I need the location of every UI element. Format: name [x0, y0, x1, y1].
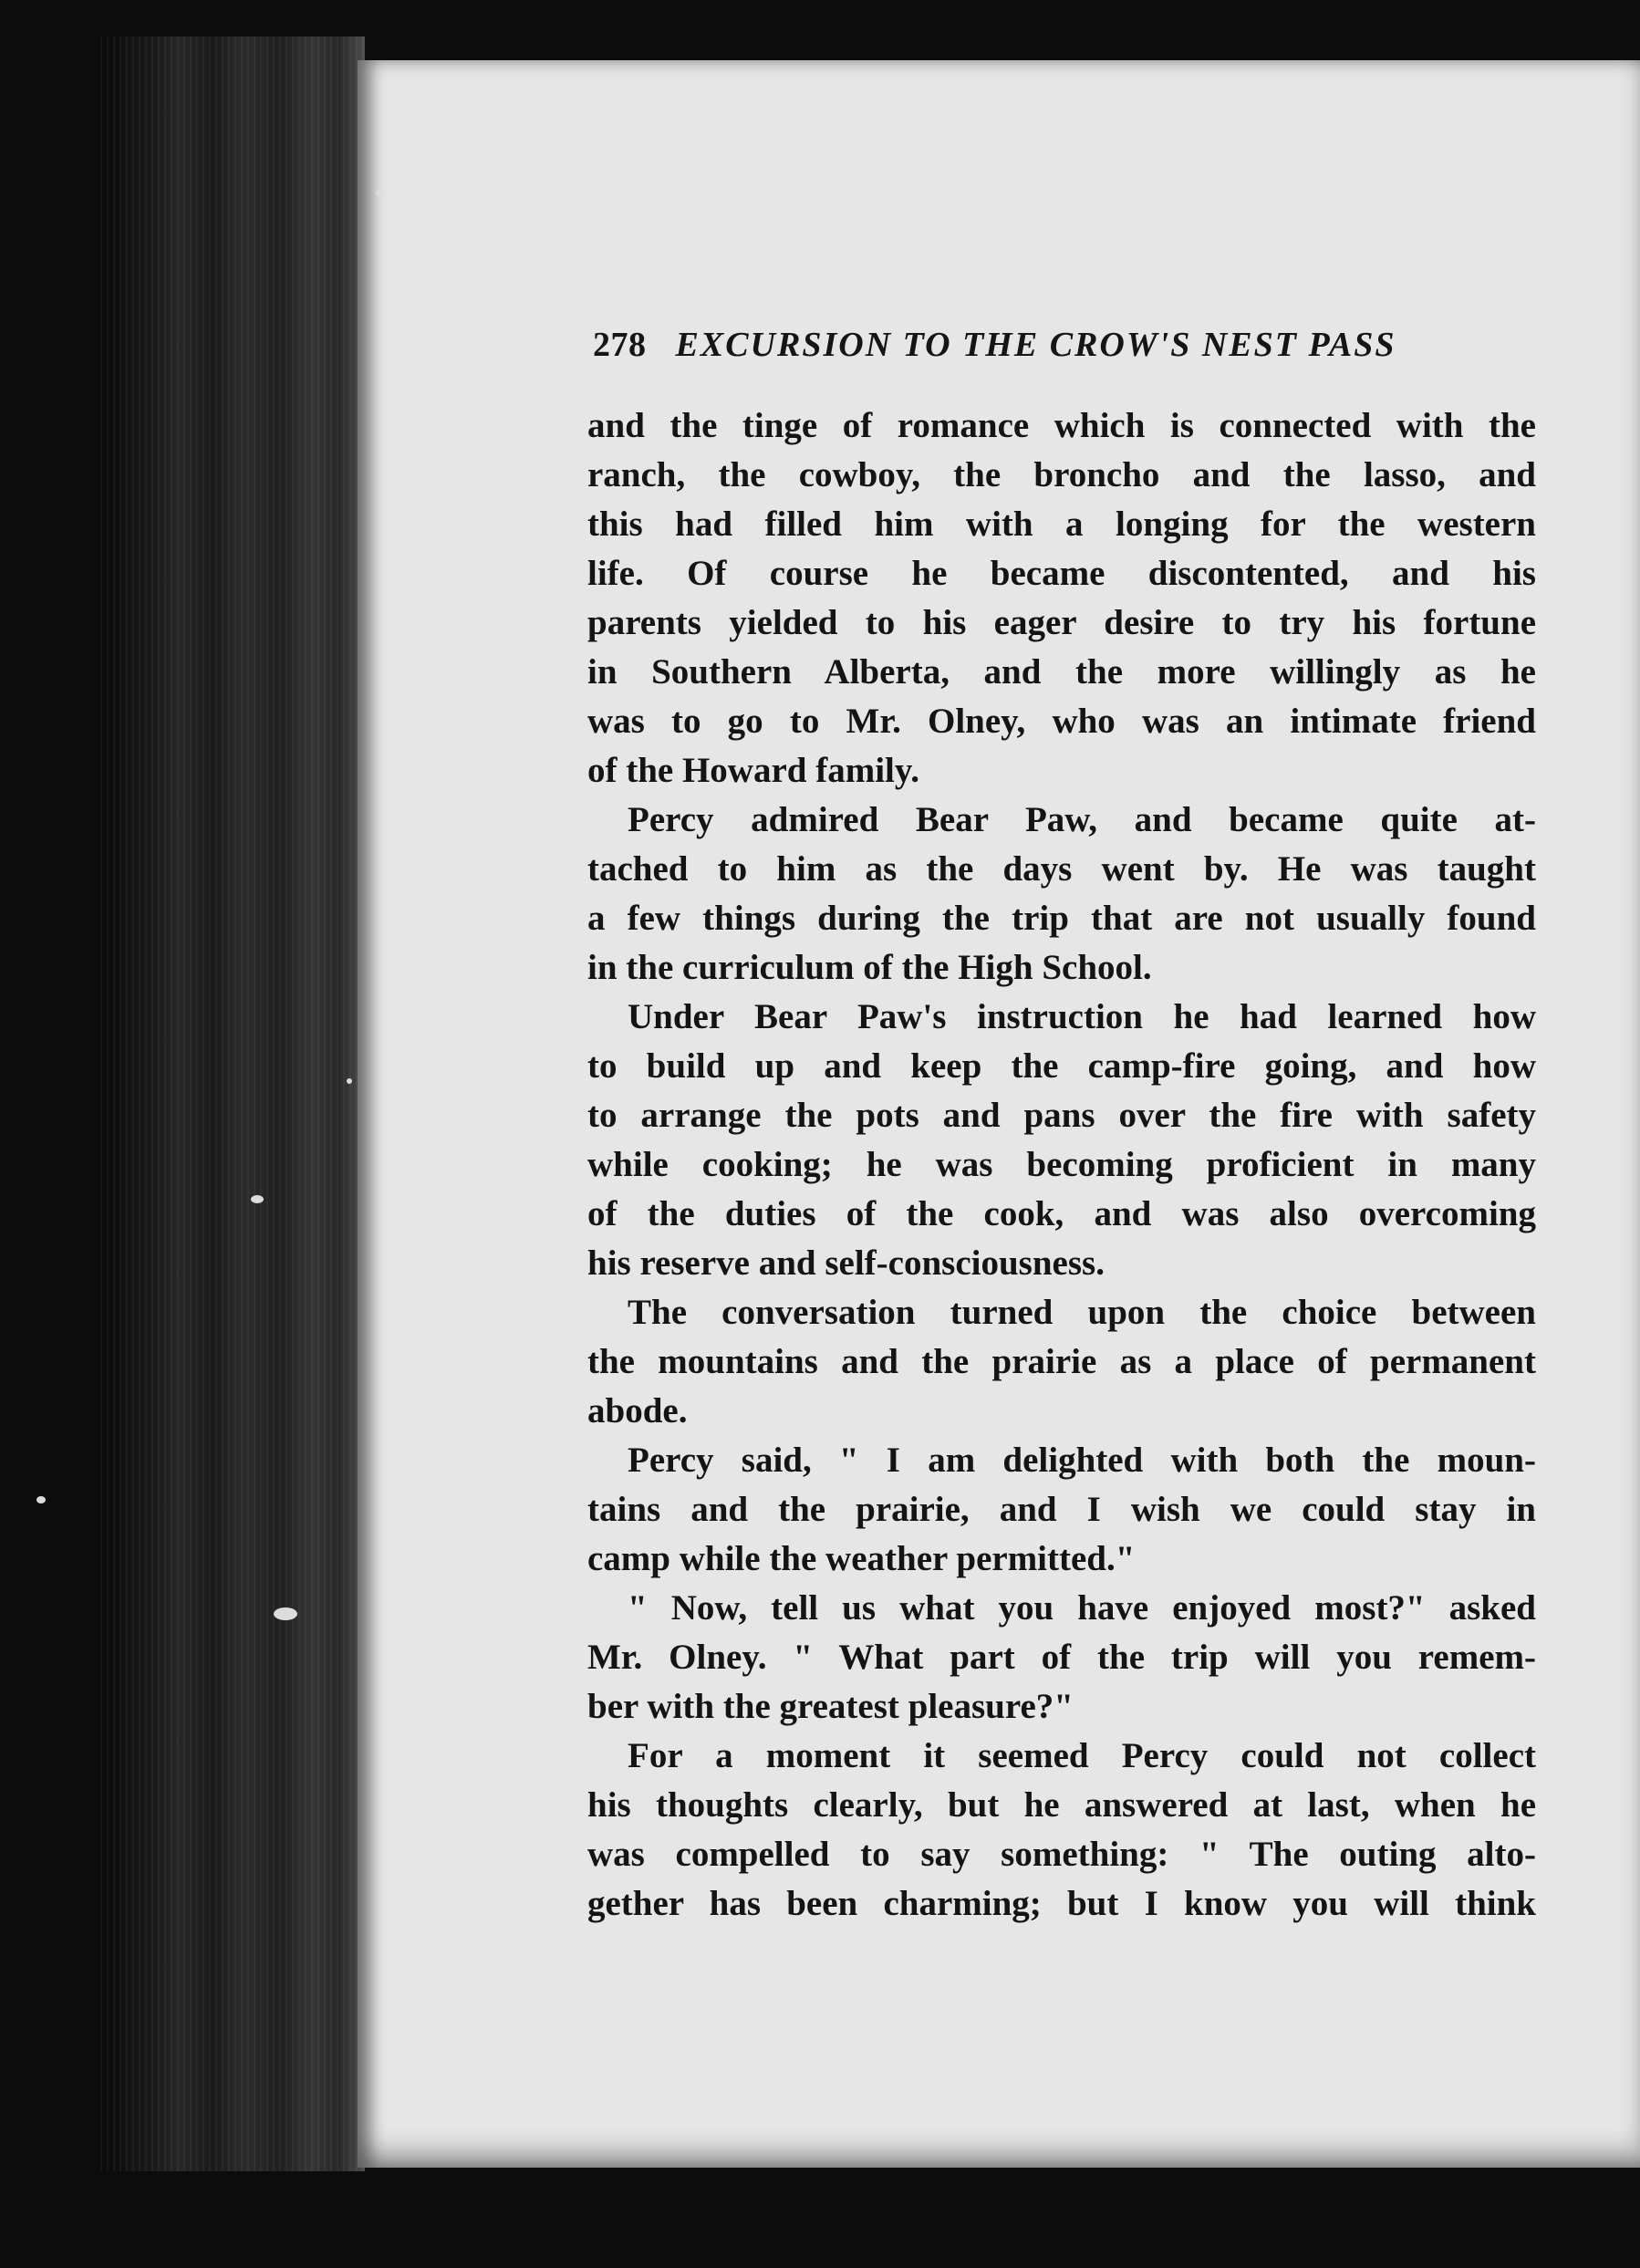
text-line: ranch, the cowboy, the broncho and the lasso, and [587, 455, 1536, 494]
text-line: to arrange the pots and pans over the fire with safety [587, 1096, 1536, 1135]
text-line: Mr. Olney. " What part of the trip will you remem- [587, 1638, 1536, 1677]
text-line: while cooking; he was becoming proficient in many [587, 1145, 1536, 1184]
page-number: 278 [593, 326, 647, 364]
text-line: Under Bear Paw's instruction he had learned how [628, 997, 1536, 1036]
text-line: The conversation turned upon the choice between [628, 1293, 1536, 1332]
text-line: tains and the prairie, and I wish we could stay in [587, 1490, 1536, 1529]
text-line: this had filled him with a longing for the western [587, 505, 1536, 544]
text-line: the mountains and the prairie as a place of permanent [587, 1342, 1536, 1381]
body-text [587, 401, 1536, 1929]
text-line: and the tinge of romance which is connected with the [587, 406, 1536, 445]
text-line: For a moment it seemed Percy could not collect [628, 1736, 1536, 1775]
scan-speck [376, 190, 382, 196]
scan-speck [36, 1496, 46, 1503]
text-line: parents yielded to his eager desire to try his fortune [587, 603, 1536, 642]
text-line: gether has been charming; but I know you will think [587, 1884, 1536, 1923]
text-line: in Southern Alberta, and the more willingly as he [587, 652, 1536, 692]
text-line: Percy admired Bear Paw, and became quite at- [628, 800, 1536, 839]
text-line: tached to him as the days went by. He was taught [587, 849, 1536, 889]
running-header [593, 325, 1505, 365]
text-line: his thoughts clearly, but he answered at last, when he [587, 1785, 1536, 1825]
text-line: camp while the weather permitted." [587, 1539, 1136, 1578]
text-line: life. Of course he became discontented, and his [587, 554, 1536, 593]
scan-speck [347, 1078, 352, 1084]
text-line: " Now, tell us what you have enjoyed most?" asked [628, 1588, 1536, 1628]
book-edge-strip [100, 36, 365, 2171]
running-title: EXCURSION TO THE CROW'S NEST PASS [675, 326, 1396, 364]
text-line: abode. [587, 1391, 688, 1431]
text-line: was to go to Mr. Olney, who was an intimate friend [587, 702, 1536, 741]
text-line: of the Howard family. [587, 751, 919, 790]
text-line: ber with the greatest pleasure?" [587, 1687, 1074, 1726]
scan-speck [274, 1607, 297, 1620]
text-line: in the curriculum of the High School. [587, 948, 1152, 987]
text-line: Percy said, " I am delighted with both the moun- [628, 1441, 1536, 1480]
text-line: was compelled to say something: " The outing alto- [587, 1835, 1536, 1874]
text-line: his reserve and self-consciousness. [587, 1243, 1105, 1283]
text-line: a few things during the trip that are not usually found [587, 899, 1536, 938]
text-line: to build up and keep the camp-fire going, and how [587, 1046, 1536, 1086]
scan-speck [251, 1195, 264, 1203]
text-line: of the duties of the cook, and was also overcoming [587, 1194, 1536, 1233]
